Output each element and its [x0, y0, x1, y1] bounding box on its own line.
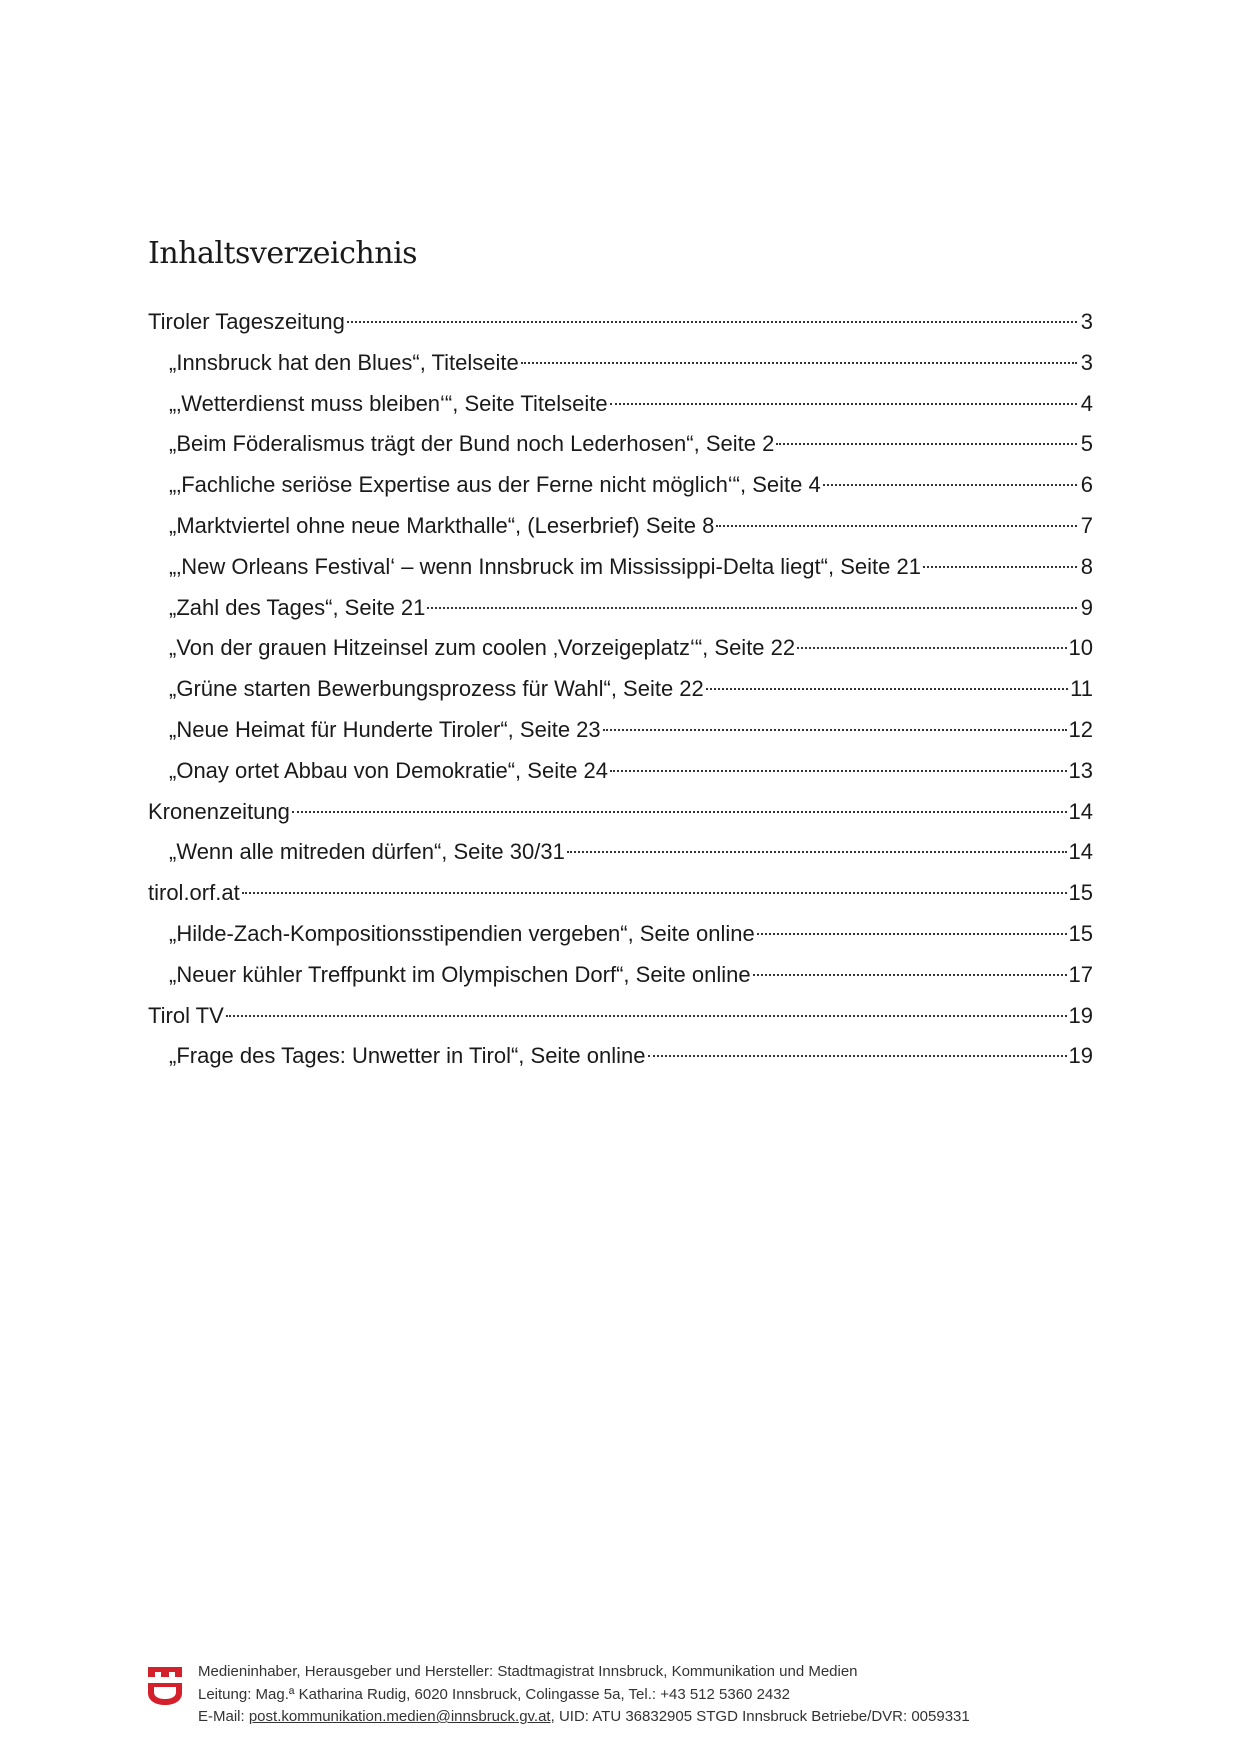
toc-article-entry[interactable]: [148, 751, 1093, 792]
toc-entry-title: „Neuer kühler Treffpunkt im Olympischen Dorf“, Seite online: [169, 961, 751, 987]
toc-section-entry[interactable]: [148, 996, 1093, 1037]
dot-leader: [610, 403, 1077, 405]
toc-page-number: 15: [1068, 880, 1093, 906]
dot-leader: [242, 892, 1067, 894]
toc-entry-title: „Wenn alle mitreden dürfen“, Seite 30/31: [169, 839, 565, 865]
dot-leader: [292, 811, 1067, 813]
toc-article-entry[interactable]: [148, 628, 1093, 669]
dot-leader: [427, 607, 1077, 609]
dot-leader: [797, 647, 1066, 649]
toc-entry-title: „Frage des Tages: Unwetter in Tirol“, Seite online: [169, 1043, 646, 1069]
toc-entry-title: „Hilde-Zach-Kompositionsstipendien vergeben“, Seite online: [169, 920, 755, 946]
dot-leader: [923, 566, 1077, 568]
toc-page-number: 19: [1068, 1002, 1093, 1028]
toc-article-entry[interactable]: [148, 424, 1093, 465]
dot-leader: [757, 933, 1067, 935]
toc-entry-title: Tiroler Tageszeitung: [148, 309, 345, 334]
dot-leader: [567, 851, 1067, 853]
toc-page-number: 11: [1070, 676, 1093, 702]
page-title: Inhaltsverzeichnis: [148, 236, 418, 271]
toc-section-entry[interactable]: [148, 302, 1093, 343]
toc-article-entry[interactable]: [148, 506, 1093, 547]
toc-article-entry[interactable]: [148, 343, 1093, 384]
dot-leader: [347, 321, 1077, 323]
dot-leader: [648, 1055, 1067, 1057]
toc-page-number: 8: [1080, 553, 1093, 579]
toc-article-entry[interactable]: [148, 1036, 1093, 1077]
toc-entry-title: „Von der grauen Hitzeinsel zum coolen ‚Vorzeigeplatz‘“, Seite 22: [169, 635, 796, 661]
toc-entry-title: „Zahl des Tages“, Seite 21: [169, 594, 426, 620]
uid-text: , UID: ATU 36832905 STGD Innsbruck Betriebe/DVR: 0059331: [550, 1708, 970, 1725]
toc-page-number: 14: [1068, 798, 1093, 824]
toc-entry-title: Kronenzeitung: [148, 798, 290, 824]
footer-contact-line: [198, 1706, 970, 1729]
toc-entry-title: „Grüne starten Bewerbungsprozess für Wahl“, Seite 22: [169, 676, 704, 702]
toc-page-number: 17: [1068, 961, 1093, 987]
dot-leader: [823, 484, 1077, 486]
toc-article-entry[interactable]: [148, 547, 1093, 588]
dot-leader: [776, 443, 1077, 445]
table-of-contents: [148, 302, 1093, 1077]
toc-page-number: 4: [1080, 390, 1093, 416]
dot-leader: [610, 770, 1067, 772]
toc-entry-title: „‚Wetterdienst muss bleiben‘“, Seite Titelseite: [169, 390, 608, 416]
dot-leader: [753, 974, 1067, 976]
toc-entry-title: „‚Fachliche seriöse Expertise aus der Ferne nicht möglich‘“, Seite 4: [169, 472, 821, 498]
toc-entry-title: „Marktviertel ohne neue Markthalle“, (Leserbrief) Seite 8: [169, 512, 715, 538]
toc-article-entry[interactable]: [148, 955, 1093, 996]
toc-page-number: 14: [1068, 839, 1093, 865]
toc-article-entry[interactable]: [148, 832, 1093, 873]
toc-page-number: 19: [1068, 1043, 1093, 1069]
toc-entry-title: Tirol TV: [148, 1002, 224, 1028]
dot-leader: [706, 688, 1068, 690]
toc-article-entry[interactable]: [148, 710, 1093, 751]
toc-article-entry[interactable]: [148, 588, 1093, 629]
toc-entry-title: tirol.orf.at: [148, 880, 240, 906]
toc-entry-title: „‚New Orleans Festival‘ – wenn Innsbruck im Mississippi-Delta liegt“, Seite 21: [169, 553, 921, 579]
email-link[interactable]: post.kommunikation.medien@innsbruck.gv.at: [248, 1708, 551, 1725]
toc-entry-title: „Beim Föderalismus trägt der Bund noch Lederhosen“, Seite 2: [169, 431, 775, 457]
dot-leader: [226, 1015, 1067, 1017]
toc-section-entry[interactable]: [148, 792, 1093, 833]
toc-article-entry[interactable]: [148, 465, 1093, 506]
dot-leader: [521, 362, 1077, 364]
toc-article-entry[interactable]: [148, 384, 1093, 425]
toc-page-number: 3: [1080, 349, 1093, 375]
toc-section-entry[interactable]: [148, 873, 1093, 914]
toc-page-number: 5: [1080, 431, 1093, 457]
toc-page-number: 7: [1080, 512, 1093, 538]
toc-page-number: 9: [1080, 594, 1093, 620]
toc-page-number: 6: [1080, 472, 1093, 498]
toc-entry-title: „Innsbruck hat den Blues“, Titelseite: [169, 349, 519, 375]
toc-page-number: 3: [1080, 309, 1093, 334]
dot-leader: [716, 525, 1077, 527]
toc-entry-title: „Onay ortet Abbau von Demokratie“, Seite 24: [169, 757, 609, 783]
footer-publisher-line: Medieninhaber, Herausgeber und Hersteller: Stadtmagistrat Innsbruck, Kommunikation und Medien: [198, 1663, 858, 1680]
dot-leader: [603, 729, 1067, 731]
toc-article-entry[interactable]: [148, 914, 1093, 955]
footer-management-line: Leitung: Mag.ª Katharina Rudig, 6020 Innsbruck, Colingasse 5a, Tel.: +43 512 5360 2432: [198, 1685, 790, 1703]
toc-page-number: 15: [1068, 920, 1093, 946]
toc-page-number: 12: [1068, 716, 1093, 742]
toc-page-number: 13: [1068, 757, 1093, 783]
toc-entry-title: „Neue Heimat für Hunderte Tiroler“, Seite 23: [169, 716, 601, 742]
email-label: E-Mail:: [198, 1708, 249, 1725]
toc-article-entry[interactable]: [148, 669, 1093, 710]
toc-page-number: 10: [1068, 635, 1093, 661]
innsbruck-logo-icon: [148, 1665, 182, 1707]
